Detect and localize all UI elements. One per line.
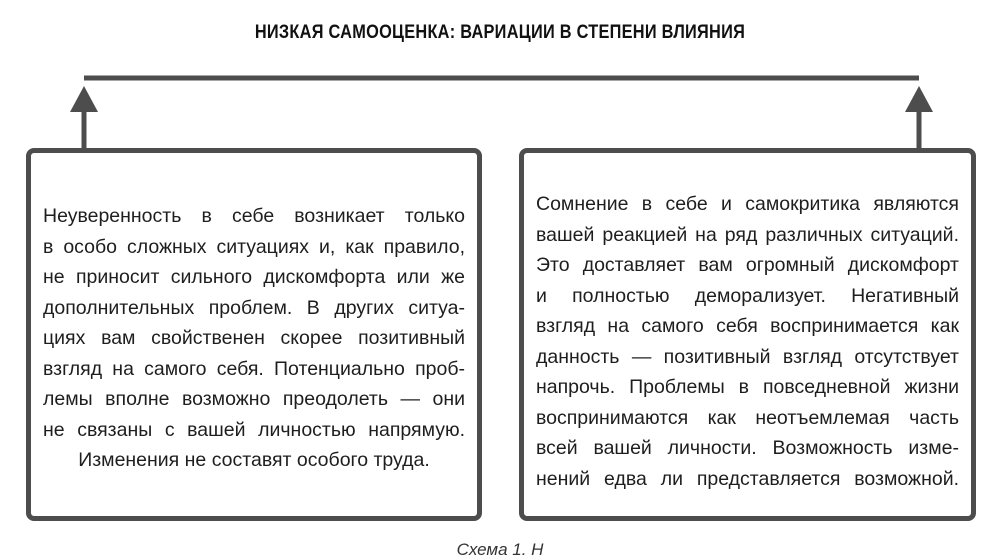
left-text-line: Изменения не составят особого труда.	[78, 449, 430, 471]
right-text-line: данность — позитивный взгляд отсутствует	[536, 345, 959, 368]
left-text-line: лемы вполне возможно преодолеть — они	[43, 388, 465, 410]
left-arrow-head	[70, 86, 98, 112]
left-box-mild-impact	[26, 148, 482, 521]
right-text-line: взгляд на самого себя воспринимается как	[536, 315, 959, 337]
right-text-line: Это доставляет вам огромный дискомфорт	[536, 254, 959, 276]
right-text-line: вашей реакцией на ряд различных ситуаций.	[536, 223, 959, 246]
left-text-line: взгляд на самого себя. Потенциально проб-	[43, 357, 465, 380]
left-text-line: дополнительных проблем. В других ситуа-	[43, 296, 465, 319]
figure-caption: Схема 1. Н	[456, 540, 544, 559]
right-text-line: всей вашей личности. Возможность изме-	[536, 437, 959, 459]
right-text-line: и полностью деморализует. Негативный	[536, 284, 959, 307]
left-text-line: циях вам свойственен скорее позитивный	[43, 327, 465, 349]
left-text-line: не связаны с вашей личностью напрямую.	[43, 418, 465, 441]
left-text-line: Неуверенность в себе возникает только	[43, 205, 465, 227]
diagram-title: НИЗКАЯ САМООЦЕНКА: ВАРИАЦИИ В СТЕПЕНИ ВЛИЯНИЯ	[254, 22, 746, 43]
left-text-line: в особо сложных ситуациях и, как правило,	[43, 235, 465, 258]
right-arrow-head	[905, 86, 933, 112]
right-text-line: нений едва ли представляется возможной.	[536, 467, 959, 490]
left-text-line: не приносит сильного дискомфорта или же	[43, 266, 465, 288]
right-text-line: напрочь. Проблемы в повседневной жизни	[536, 376, 959, 398]
right-text-line: воспринимаются как неотъемлемая часть	[536, 406, 959, 429]
right-text-line: Сомнение в себе и самокритика являются	[536, 193, 959, 215]
right-box-severe-impact	[519, 148, 976, 521]
